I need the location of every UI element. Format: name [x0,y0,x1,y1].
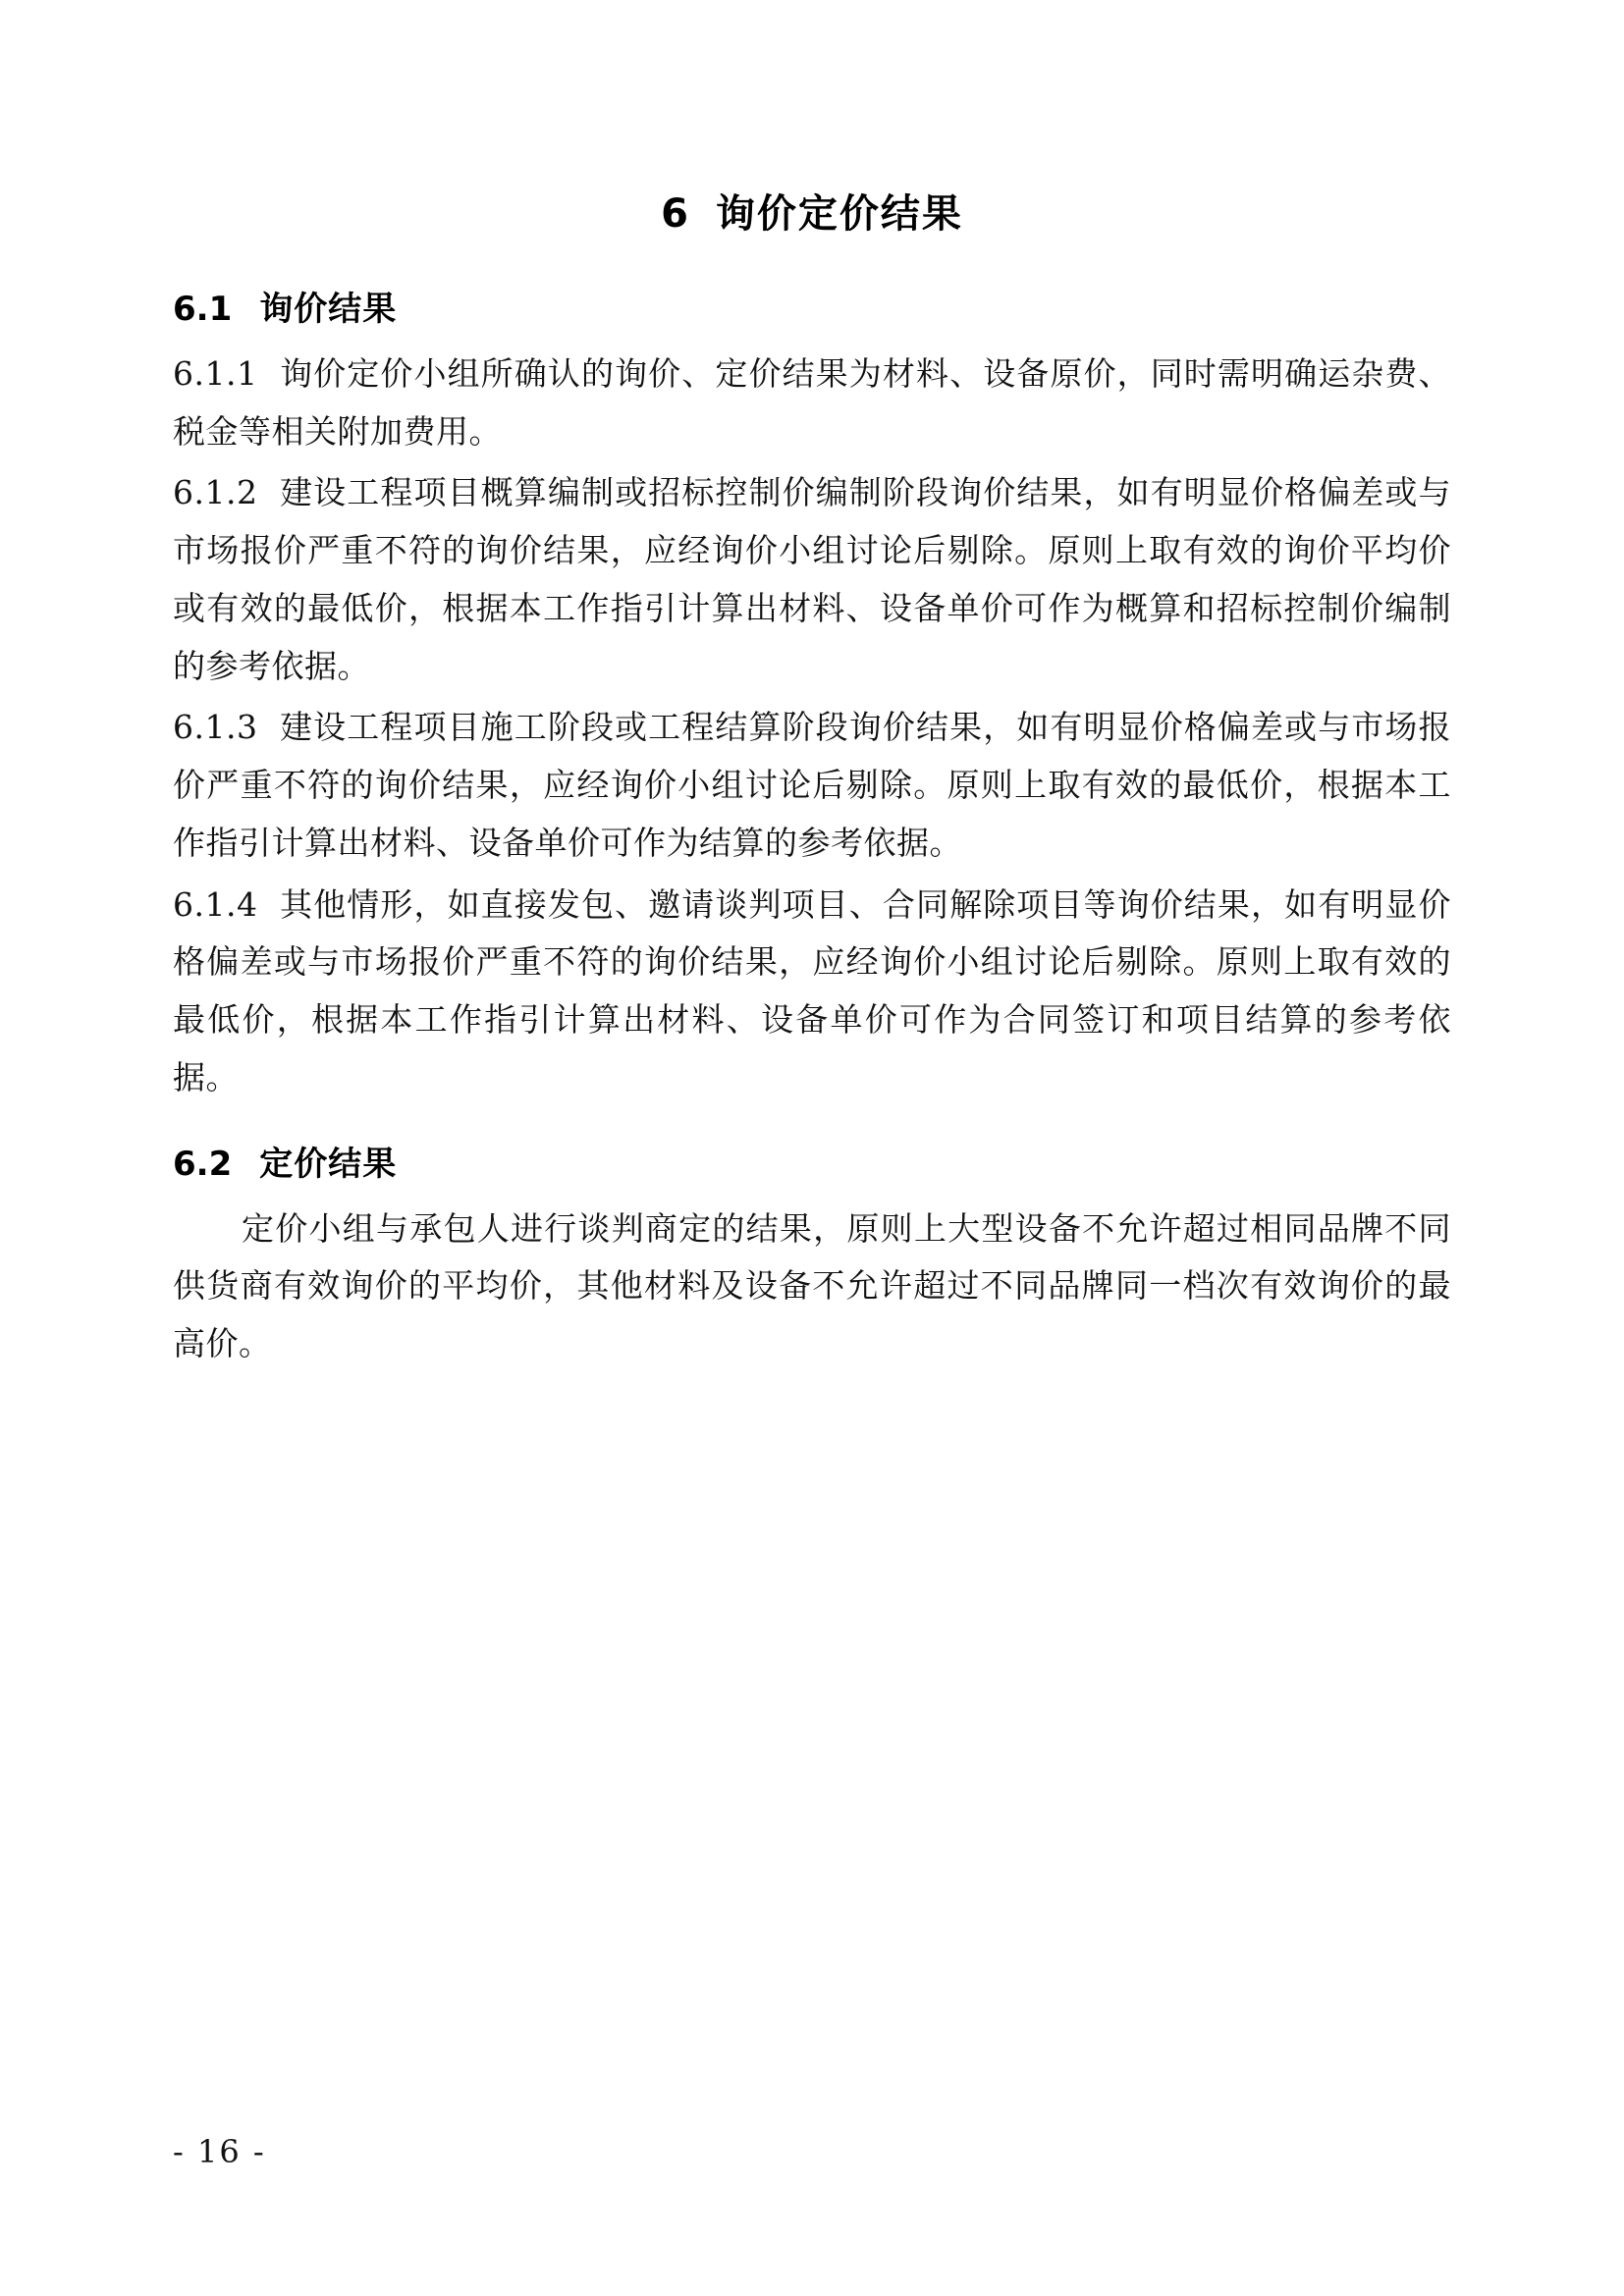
page-number: - 16 - [173,2133,266,2170]
paragraph-6-2-1-text: 定价小组与承包人进行谈判商定的结果，原则上大型设备不允许超过相同品牌不同供货商有效询价的平均价，其他材料及设备不允许超过不同品牌同一档次有效询价的最高价。 [173,1208,1451,1363]
paragraph-6-2-1 [173,1201,1451,1373]
paragraph-6-1-3-number: 6.1.3 [173,708,258,747]
section-heading-6-1-text: 询价结果 [259,290,398,329]
section-heading-6-1-number: 6.1 [173,290,233,329]
section-heading-6-2-number: 6.2 [173,1144,233,1184]
paragraph-6-1-1 [173,346,1451,460]
paragraph-6-1-3-text: 建设工程项目施工阶段或工程结算阶段询价结果，如有明显价格偏差或与市场报价严重不符的询价结果，应经询价小组讨论后剔除。原则上取有效的最低价，根据本工作指引计算出材料、设备单价可作为结算的参考依据。 [173,708,1451,862]
paragraph-6-1-3 [173,699,1451,872]
section-heading-6-1 [173,282,1451,330]
section-heading-6-2-text: 定价结果 [259,1144,398,1184]
page-title-text: 询价定价结果 [715,191,963,237]
paragraph-6-1-2 [173,464,1451,695]
section-heading-6-2 [173,1137,1451,1185]
paragraph-6-1-1-text: 询价定价小组所确认的询价、定价结果为材料、设备原价，同时需明确运杂费、税金等相关附加费用。 [173,354,1451,451]
page-title-number: 6 [661,191,690,237]
paragraph-6-1-4 [173,877,1451,1107]
page-title [173,183,1451,239]
paragraph-6-1-2-text: 建设工程项目概算编制或招标控制价编制阶段询价结果，如有明显价格偏差或与市场报价严重不符的询价结果，应经询价小组讨论后剔除。原则上取有效的询价平均价或有效的最低价，根据本工作指引计算出材料、设备单价可作为概算和招标控制价编制的参考依据。 [173,473,1451,685]
paragraph-6-1-4-text: 其他情形，如直接发包、邀请谈判项目、合同解除项目等询价结果，如有明显价格偏差或与市场报价严重不符的询价结果，应经询价小组讨论后剔除。原则上取有效的最低价，根据本工作指引计算出材料、设备单价可作为合同签订和项目结算的参考依据。 [173,884,1451,1096]
paragraph-6-1-4-number: 6.1.4 [173,884,258,924]
paragraph-6-1-1-number: 6.1.1 [173,354,258,393]
paragraph-6-1-2-number: 6.1.2 [173,473,258,512]
